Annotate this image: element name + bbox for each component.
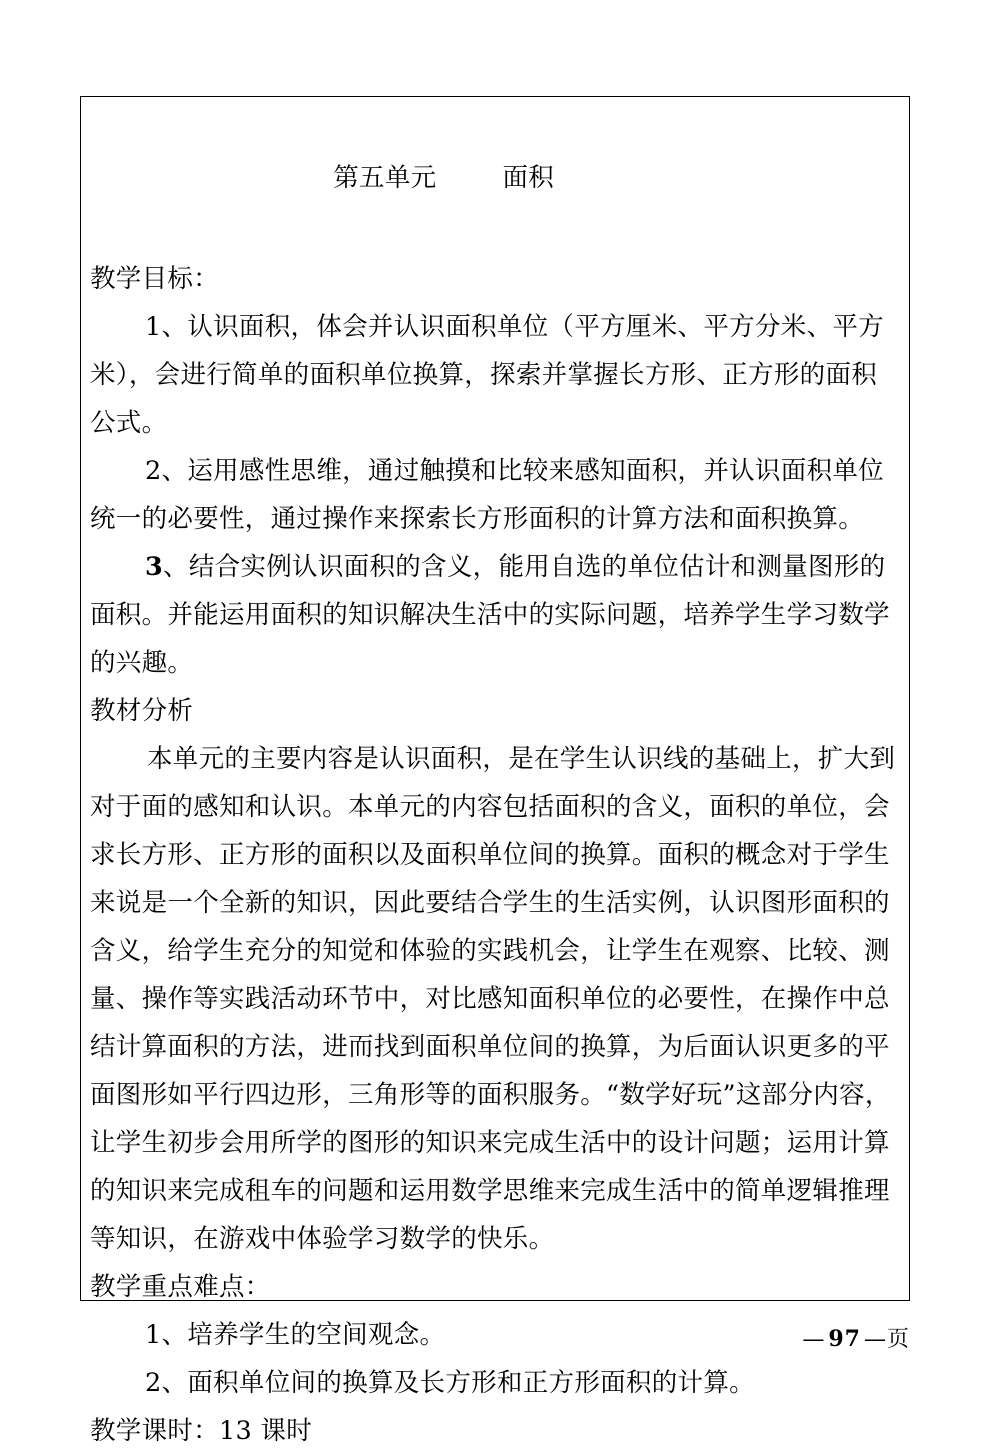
lesson-plan-table-cell (81, 97, 909, 1455)
goal-item-1-number: 1 (145, 312, 162, 342)
title-topic: 面积 (502, 163, 555, 193)
footer-dash-left: — (802, 1327, 826, 1352)
goal-item-2 (90, 447, 900, 543)
class-hours-value: 13 (219, 1416, 253, 1446)
document-title (90, 103, 900, 253)
key-point-item-1-text: 、培养学生的空间观念。 (161, 1320, 446, 1350)
goal-item-3-text: 、结合实例认识面积的含义，能用自选的单位估计和测量图形的面积。并能运用面积的知识解决生活中的实际问题，培养学生学习数学的兴趣。 (90, 552, 890, 678)
key-point-item-2-text: 、面积单位间的换算及长方形和正方形面积的计算。 (161, 1368, 755, 1398)
goal-item-3-number: 3 (145, 552, 164, 582)
section-heading-material-analysis: 教材分析 (90, 696, 194, 726)
goal-item-2-text: 、运用感性思维，通过触摸和比较来感知面积，并认识面积单位统一的必要性，通过操作来探索长方形面积的计算方法和面积换算。 (90, 456, 884, 534)
goal-item-3 (90, 543, 900, 687)
material-analysis-paragraph: 本单元的主要内容是认识面积，是在学生认识线的基础上，扩大到对于面的感知和认识。本单元的内容包括面积的含义，面积的单位，会求长方形、正方形的面积以及面积单位间的换算。面积的概念对于学生来说是一个全新的知识，因此要结合学生的生活实例，认识图形面积的含义，给学生充分的知觉和体验的实践机会，让学生在观察、比较、测量、操作等实践活动环节中，对比感知面积单位的必要性，在操作中总结计算面积的方法，进而找到面积单位间的换算，为后面认识更多的平面图形如平行四边形，三角形等的面积服务。“数学好玩”这部分内容，让学生初步会用所学的图形的知识来完成生活中的设计问题；运用计算的知识来完成租车的问题和运用数学思维来完成生活中的简单逻辑推理等知识，在游戏中体验学习数学的快乐。 (90, 744, 896, 1254)
class-hours-suffix: 课时 (252, 1416, 313, 1446)
goal-item-2-number: 2 (145, 456, 162, 486)
goal-item-1 (90, 303, 900, 447)
key-point-item-1-number: 1 (145, 1320, 162, 1350)
key-point-item-2-number: 2 (145, 1368, 162, 1398)
footer-dash-right: — (863, 1327, 887, 1352)
section-heading-teaching-goals: 教学目标： (90, 264, 220, 294)
page-footer (0, 1325, 910, 1354)
section-heading-key-difficulties: 教学重点难点： (90, 1272, 271, 1302)
class-hours-label: 教学课时： (90, 1416, 220, 1446)
class-hours-line (90, 1407, 900, 1455)
footer-page-number: 97 (828, 1326, 861, 1352)
key-point-item-2 (90, 1359, 900, 1407)
footer-page-word: 页 (886, 1327, 910, 1352)
goal-item-1-text: 、认识面积，体会并认识面积单位（平方厘米、平方分米、平方米），会进行简单的面积单位换算，探索并掌握长方形、正方形的面积公式。 (90, 312, 884, 438)
title-unit: 第五单元 (333, 163, 437, 193)
